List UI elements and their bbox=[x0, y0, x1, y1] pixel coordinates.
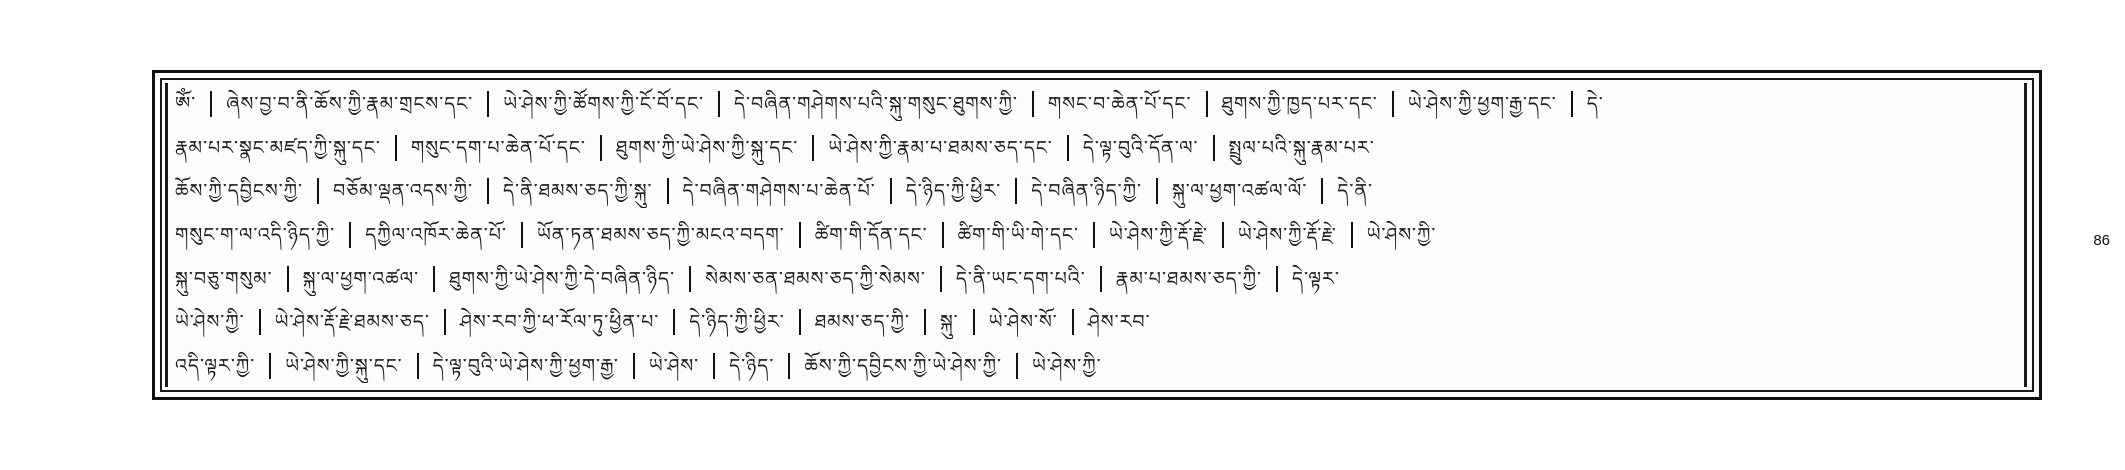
manuscript-segment: ཡེ་ཤེས་ bbox=[648, 354, 700, 377]
manuscript-segment: ༀ་ bbox=[175, 93, 197, 115]
shad-mark bbox=[1276, 266, 1278, 292]
shad-mark bbox=[417, 353, 419, 379]
manuscript-segment: ཡེ་ཤེས་རྡོ་རྗེ་ཐམས་ཅད་ bbox=[274, 311, 430, 334]
manuscript-segment: ཡེ་ཤེས་ཀྱི་རྡོ་རྗེ་ bbox=[1108, 223, 1208, 246]
manuscript-line bbox=[175, 305, 2011, 339]
shad-mark bbox=[1206, 91, 1208, 117]
manuscript-segment: དེ་བཞིན་གཤེགས་པ་ཆེན་པོ་ bbox=[682, 180, 876, 203]
manuscript-segment: དེ་ནི་ཡང་དག་པའི་ bbox=[955, 267, 1086, 290]
manuscript-segment: ཡོན་ཏན་ཐམས་ཅད་ཀྱི་མངའ་བདག་ bbox=[536, 223, 785, 246]
manuscript-segment: ཡེ་ཤེས་ཀྱི་རྣམ་པ་ཐམས་ཅད་དང་ bbox=[828, 136, 1053, 159]
manuscript-folio bbox=[152, 70, 2042, 400]
manuscript-segment: ཆོས་ཀྱི་དབྱིངས་ཀྱི་ཡེ་ཤེས་ཀྱི་ bbox=[804, 354, 1002, 377]
shad-mark bbox=[940, 266, 942, 292]
manuscript-segment: བཅོམ་ལྡན་འདས་ཀྱི་ bbox=[333, 180, 473, 203]
manuscript-segment: སྐུ་ལ་ཕྱག་འཚལ་ bbox=[302, 267, 420, 290]
shad-mark bbox=[259, 309, 261, 335]
shad-mark bbox=[1222, 222, 1224, 248]
manuscript-segment: དེ་ཉིད་ཀྱི་ཕྱིར་ bbox=[689, 311, 785, 334]
shad-mark bbox=[689, 266, 691, 292]
shad-mark bbox=[1015, 178, 1017, 204]
shad-mark bbox=[269, 353, 271, 379]
manuscript-segment: དེ་ལྟ་བུའི་དོན་ལ་ bbox=[1082, 136, 1199, 159]
folio-left-border bbox=[165, 83, 168, 387]
manuscript-segment: ཐུགས་ཀྱི་ཡེ་ཤེས་ཀྱི་དེ་བཞིན་ཉིད་ bbox=[449, 267, 676, 290]
shad-mark bbox=[1351, 222, 1353, 248]
manuscript-segment: སྤྲུལ་པའི་སྐུ་རྣམ་པར་ bbox=[1228, 136, 1375, 159]
manuscript-segment: དེ་ཉིད་ཀྱི་ཕྱིར་ bbox=[905, 180, 1002, 203]
manuscript-segment: ཐུགས་ཀྱི་ཡེ་ཤེས་ཀྱི་སྐུ་དང་ bbox=[615, 136, 799, 159]
manuscript-segment: ཡེ་ཤེས་སོ་ bbox=[988, 311, 1058, 334]
manuscript-segment: གསུང་ག་ལ་འདི་ཉིད་ཀྱི་ bbox=[175, 223, 336, 246]
manuscript-segment: ཡེ་ཤེས་ཀྱི་རྡོ་རྗེ་ bbox=[1237, 223, 1337, 246]
folio-right-border bbox=[2024, 83, 2027, 387]
manuscript-segment: འདི་ལྟར་ཀྱི་ bbox=[175, 354, 256, 377]
shad-mark bbox=[788, 353, 790, 379]
manuscript-segment: ཐུགས་ཀྱི་ཁྱད་པར་དང་ bbox=[1221, 93, 1378, 115]
manuscript-line bbox=[175, 218, 2011, 252]
shad-mark bbox=[1156, 178, 1158, 204]
shad-mark bbox=[713, 353, 715, 379]
shad-mark bbox=[673, 309, 675, 335]
shad-mark bbox=[287, 266, 289, 292]
manuscript-segment: དཀྱིལ་འཁོར་ཆེན་པོ་ bbox=[365, 223, 507, 246]
manuscript-segment: སྐུ་བཅུ་གསུམ་ bbox=[175, 267, 273, 290]
manuscript-line bbox=[175, 349, 2011, 383]
manuscript-segment: གསང་བ་ཆེན་པོ་དང་ bbox=[1047, 93, 1192, 115]
manuscript-segment: དེ་བཞིན་ཉིད་ཀྱི་ bbox=[1031, 180, 1142, 203]
shad-mark bbox=[718, 91, 720, 117]
manuscript-segment: དེ་ bbox=[1586, 93, 1604, 115]
shad-mark bbox=[942, 222, 944, 248]
manuscript-segment: ཤེས་རབ་ bbox=[1087, 311, 1151, 334]
shad-mark bbox=[667, 178, 669, 204]
shad-mark bbox=[924, 309, 926, 335]
shad-mark bbox=[210, 91, 212, 117]
manuscript-segment: ཞེས་བྱ་བ་ནི་ཆོས་ཀྱི་རྣམ་གྲངས་དང་ bbox=[226, 93, 474, 115]
manuscript-line bbox=[175, 262, 2011, 296]
manuscript-segment: གསུང་དག་པ་ཆེན་པོ་དང་ bbox=[410, 136, 586, 159]
shad-mark bbox=[444, 309, 446, 335]
shad-mark bbox=[890, 178, 892, 204]
manuscript-segment: རྣམ་པ་ཐམས་ཅད་ཀྱི་ bbox=[1115, 267, 1263, 290]
shad-mark bbox=[1100, 266, 1102, 292]
shad-mark bbox=[1072, 309, 1074, 335]
shad-mark bbox=[1321, 178, 1323, 204]
page-number: 86 bbox=[2093, 232, 2110, 249]
shad-mark bbox=[487, 91, 489, 117]
shad-mark bbox=[1392, 91, 1394, 117]
manuscript-segment: ཡེ་ཤེས་ཀྱི་ bbox=[175, 311, 245, 334]
shad-mark bbox=[1571, 91, 1573, 117]
shad-mark bbox=[799, 309, 801, 335]
shad-mark bbox=[349, 222, 351, 248]
shad-mark bbox=[799, 222, 801, 248]
shad-mark bbox=[521, 222, 523, 248]
manuscript-segment: ཡེ་ཤེས་ཀྱི་ཕྱག་རྒྱ་དང་ bbox=[1407, 93, 1557, 115]
manuscript-segment: ཡེ་ཤེས་ཀྱི་སྐུ་དང་ bbox=[285, 354, 403, 377]
manuscript-line bbox=[175, 87, 2011, 121]
manuscript-text-block bbox=[175, 87, 2011, 383]
manuscript-segment: སྐུ་ bbox=[939, 311, 959, 334]
shad-mark bbox=[433, 266, 435, 292]
shad-mark bbox=[317, 178, 319, 204]
manuscript-segment: དེ་ལྟ་བུའི་ཡེ་ཤེས་ཀྱི་ཕྱག་རྒྱ་ bbox=[432, 354, 619, 377]
manuscript-line bbox=[175, 131, 2011, 165]
manuscript-segment: རྣམ་པར་སྣང་མཛད་ཀྱི་སྐུ་དང་ bbox=[175, 136, 381, 159]
manuscript-segment: ཤེས་རབ་ཀྱི་ཕ་རོལ་ཏུ་ཕྱིན་པ་ bbox=[459, 311, 660, 334]
shad-mark bbox=[395, 135, 397, 161]
shad-mark bbox=[812, 135, 814, 161]
manuscript-segment: དེ་ནི་ bbox=[1337, 180, 1373, 203]
manuscript-segment: དེ་ཉིད་ bbox=[729, 354, 775, 377]
manuscript-segment: ཚིག་གི་དོན་དང་ bbox=[814, 223, 928, 246]
shad-mark bbox=[487, 178, 489, 204]
manuscript-segment: དེ་ལྟར་ bbox=[1292, 267, 1340, 290]
shad-mark bbox=[633, 353, 635, 379]
manuscript-segment: ཐམས་ཅད་ཀྱི་ bbox=[814, 311, 910, 334]
shad-mark bbox=[1067, 135, 1069, 161]
manuscript-segment: ཆོས་ཀྱི་དབྱིངས་ཀྱི་ bbox=[175, 180, 304, 203]
shad-mark bbox=[973, 309, 975, 335]
manuscript-segment: དེ་ནི་ཐམས་ཅད་ཀྱི་སྐུ་ bbox=[502, 180, 653, 203]
shad-mark bbox=[1032, 91, 1034, 117]
manuscript-line bbox=[175, 174, 2011, 208]
manuscript-segment: ཚིག་གི་ཡི་གེ་དང་ bbox=[957, 223, 1079, 246]
manuscript-segment: དེ་བཞིན་གཤེགས་པའི་སྐུ་གསུང་ཐུགས་ཀྱི་ bbox=[734, 93, 1018, 115]
manuscript-segment: ཡེ་ཤེས་ཀྱི་ bbox=[1366, 223, 1437, 246]
manuscript-segment: སྐུ་ལ་ཕྱག་འཚལ་ལོ་ bbox=[1171, 180, 1308, 203]
manuscript-segment: ཡེ་ཤེས་ཀྱི་ bbox=[1031, 354, 1102, 377]
shad-mark bbox=[1213, 135, 1215, 161]
shad-mark bbox=[600, 135, 602, 161]
shad-mark bbox=[1093, 222, 1095, 248]
manuscript-segment: སེམས་ཅན་ཐམས་ཅད་ཀྱི་སེམས་ bbox=[705, 267, 926, 290]
shad-mark bbox=[1016, 353, 1018, 379]
manuscript-segment: ཡེ་ཤེས་ཀྱི་ཚོགས་ཀྱི་ངོ་བོ་དང་ bbox=[503, 93, 705, 115]
